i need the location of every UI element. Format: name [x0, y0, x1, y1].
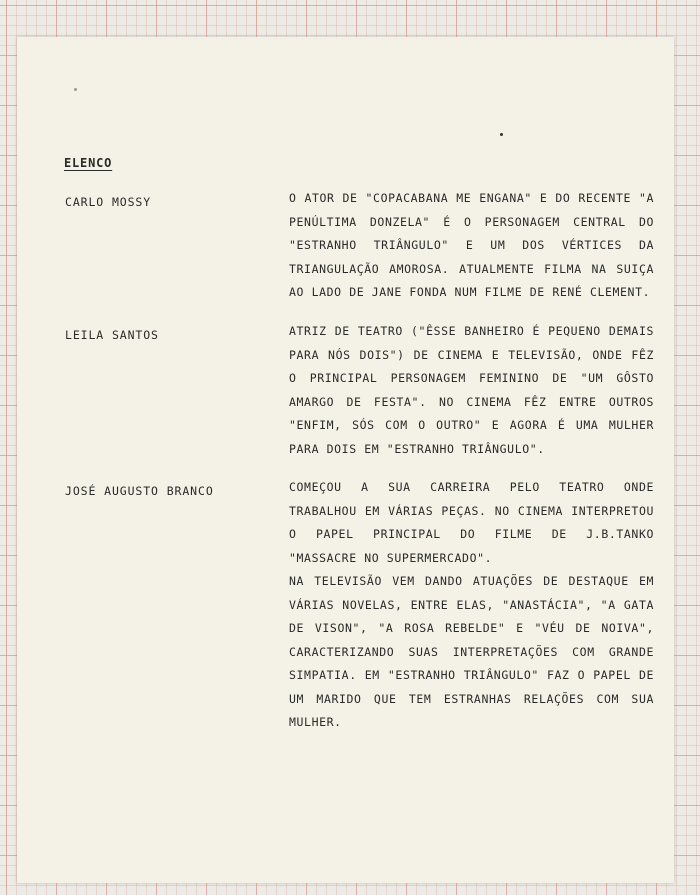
cast-name-leila-santos: LEILA SANTOS: [65, 328, 159, 342]
cast-name-jose-augusto-branco: JOSÉ AUGUSTO BRANCO: [65, 484, 214, 498]
bio-paragraph: O ATOR DE "COPACABANA ME ENGANA" E DO RECENTE "A PENÚLTIMA DONZELA" É O PERSONAGEM CENTRAL DO "ESTRANHO TRIÂNGULO" E UM DOS VÉRTICES DA TRIANGULAÇÃO AMOROSA. ATUALMENTE FILMA NA SUIÇA AO LADO DE JANE FONDA NUM FILME DE RENÉ CLEMENT.: [289, 191, 654, 299]
cast-name-carlo-mossy: CARLO MOSSY: [65, 195, 152, 209]
paper-speck: [74, 88, 77, 91]
cast-bio-jose-augusto-branco: [289, 476, 654, 735]
cast-bio-carlo-mossy: [289, 187, 654, 305]
section-heading: ELENCO: [64, 156, 113, 170]
bio-paragraph: COMEÇOU A SUA CARREIRA PELO TEATRO ONDE TRABALHOU EM VÁRIAS PEÇAS. NO CINEMA INTERPRETOU O PAPEL PRINCIPAL DO FILME DE J.B.TANKO "MASSACRE NO SUPERMERCADO".: [289, 480, 654, 565]
bio-paragraph: NA TELEVISÃO VEM DANDO ATUAÇÕES DE DESTAQUE EM VÁRIAS NOVELAS, ENTRE ELAS, "ANASTÁCIA", "A GATA DE VISON", "A ROSA REBELDE" E "VÉU DE NOIVA", CARACTERIZANDO SUAS INTERPRETAÇÕES COM GRANDE SIMPATIA. EM "ESTRANHO TRIÂNGULO" FAZ O PAPEL DE UM MARIDO QUE TEM ESTRANHAS RELAÇÕES COM SUA MULHER.: [289, 574, 654, 729]
bio-paragraph: ATRIZ DE TEATRO ("ÊSSE BANHEIRO É PEQUENO DEMAIS PARA NÓS DOIS") DE CINEMA E TELEVISÃO, ONDE FÊZ O PRINCIPAL PERSONAGEM FEMININO DE "UM GÔSTO AMARGO DE FESTA". NO CINEMA FÊZ ENTRE OUTROS "ENFIM, SÓS COM O OUTRO" E AGORA É UMA MULHER PARA DOIS EM "ESTRANHO TRIÂNGULO".: [289, 324, 654, 456]
ink-speck: [500, 133, 503, 136]
cast-bio-leila-santos: [289, 320, 654, 461]
